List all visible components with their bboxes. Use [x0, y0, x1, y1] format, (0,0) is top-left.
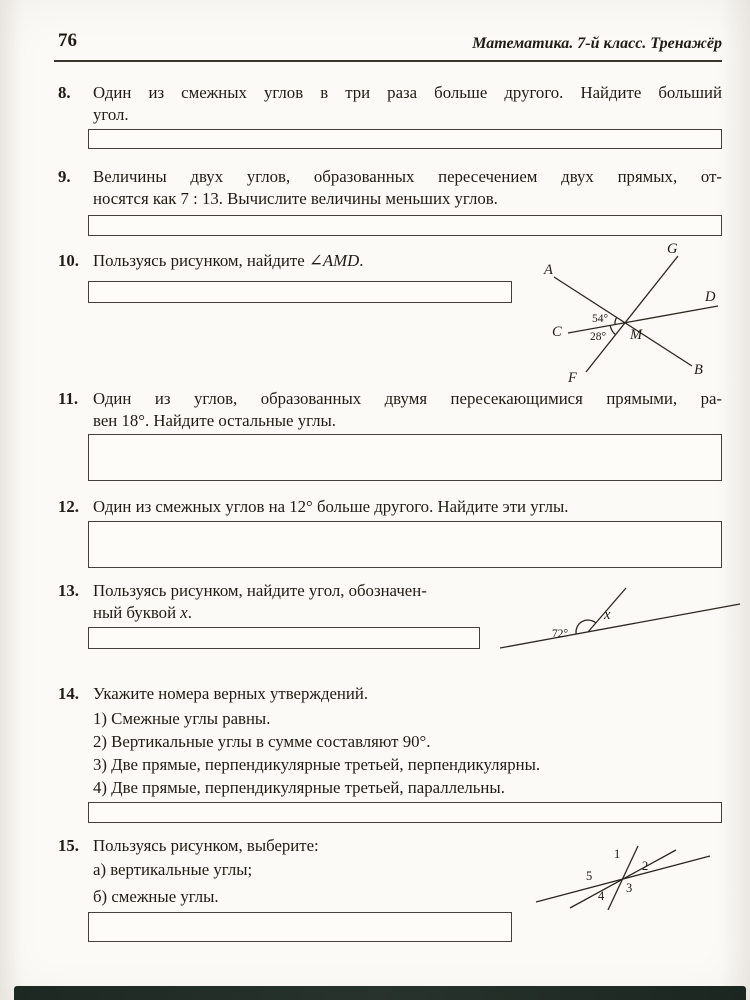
- label-B: B: [694, 362, 703, 378]
- answer-box-9[interactable]: [88, 215, 722, 236]
- statement-2: 2) Вертикальные углы в сумме составляют 90°.: [93, 732, 431, 751]
- figure-10-lines: [554, 256, 718, 372]
- angle-28-label: 28°: [590, 331, 607, 343]
- answer-box-13[interactable]: [88, 627, 480, 649]
- problem-number: 11.: [58, 389, 79, 408]
- problem-text: Пользуясь рисунком, найдите ∠AMD.: [93, 251, 364, 270]
- problem-text: Величины двух углов, образованных пересечением двух прямых, от- носятся как 7 : 13. Вычислите величины меньших углов.: [93, 167, 722, 208]
- option-a: а) вертикальные углы;: [93, 860, 253, 879]
- label-A: A: [544, 262, 553, 278]
- figure-15-lines: [536, 846, 710, 910]
- line-AB: [554, 277, 692, 366]
- problem-number: 8.: [58, 83, 71, 102]
- variable-x-label: x: [604, 607, 611, 623]
- answer-box-14[interactable]: [88, 802, 722, 823]
- page-bottom-edge: [14, 986, 746, 1000]
- problem-text: Один из смежных углов на 12° больше другого. Найдите эти углы.: [93, 497, 569, 516]
- statement-4: 4) Две прямые, перпендикулярные третьей, параллельны.: [93, 778, 505, 797]
- problem-text: Пользуясь рисунком, найдите угол, обозначен- ный буквой x.: [93, 581, 427, 622]
- angle-number-2: 2: [642, 859, 649, 873]
- figure-13-lines: [500, 588, 740, 648]
- arc-54: [615, 318, 617, 325]
- label-M: M: [630, 327, 643, 343]
- statement-3: 3) Две прямые, перпендикулярные третьей, перпендикулярны.: [93, 755, 541, 774]
- problem-8: [58, 82, 722, 125]
- problem-9: [58, 166, 722, 209]
- problem-text: Укажите номера верных утверждений.: [93, 684, 369, 703]
- angle-number-1: 1: [614, 847, 621, 861]
- base-line: [500, 604, 740, 648]
- option-b: б) смежные углы.: [93, 886, 219, 906]
- label-D: D: [705, 289, 716, 305]
- label-G: G: [667, 241, 678, 257]
- angle-number-3: 3: [626, 881, 633, 895]
- problem-number: 12.: [58, 497, 79, 516]
- line-steep: [608, 846, 638, 910]
- problem-number: 9.: [58, 167, 71, 186]
- angle-symbol: ∠: [308, 251, 323, 270]
- header-title: Математика. 7-й класс. Тренажёр: [472, 35, 722, 52]
- problem-number: 15.: [58, 836, 79, 855]
- figure-problem-13: [498, 586, 745, 662]
- problem-12: [58, 496, 722, 518]
- header-divider: [54, 60, 722, 62]
- problem-text: Один из смежных углов в три раза больше другого. Найдите больший угол.: [93, 83, 722, 124]
- answer-box-11[interactable]: [88, 434, 722, 481]
- problem-number: 14.: [58, 684, 79, 703]
- problem-11: [58, 388, 722, 431]
- figure-problem-15: [528, 838, 718, 910]
- angle-72-label: 72°: [552, 628, 569, 640]
- arc-28: [610, 326, 615, 335]
- answer-box-12[interactable]: [88, 521, 722, 568]
- statement-1: 1) Смежные углы равны.: [93, 709, 271, 728]
- angle-54-label: 54°: [592, 313, 609, 325]
- options-list: [93, 857, 252, 910]
- answer-box-10[interactable]: [88, 281, 512, 303]
- problem-14: [58, 683, 722, 705]
- angle-name: AMD: [322, 251, 360, 270]
- problem-text: Пользуясь рисунком, выберите:: [93, 836, 319, 855]
- line-CD: [568, 306, 718, 333]
- figure-problem-10: [540, 238, 740, 386]
- problem-number: 10.: [58, 251, 79, 270]
- answer-box-15[interactable]: [88, 912, 512, 942]
- problem-text: Один из углов, образованных двумя пересекающимися прямыми, ра- вен 18°. Найдите остальные углы.: [93, 389, 722, 430]
- problem-13: [58, 580, 528, 623]
- page-number: 76: [58, 30, 77, 51]
- problem-number: 13.: [58, 581, 79, 600]
- label-F: F: [568, 370, 577, 386]
- variable-x: x: [180, 602, 188, 622]
- angle-number-4: 4: [598, 889, 605, 903]
- statements-list: [93, 707, 540, 799]
- answer-box-8[interactable]: [88, 129, 722, 149]
- label-C: C: [552, 324, 562, 340]
- angle-number-5: 5: [586, 869, 593, 883]
